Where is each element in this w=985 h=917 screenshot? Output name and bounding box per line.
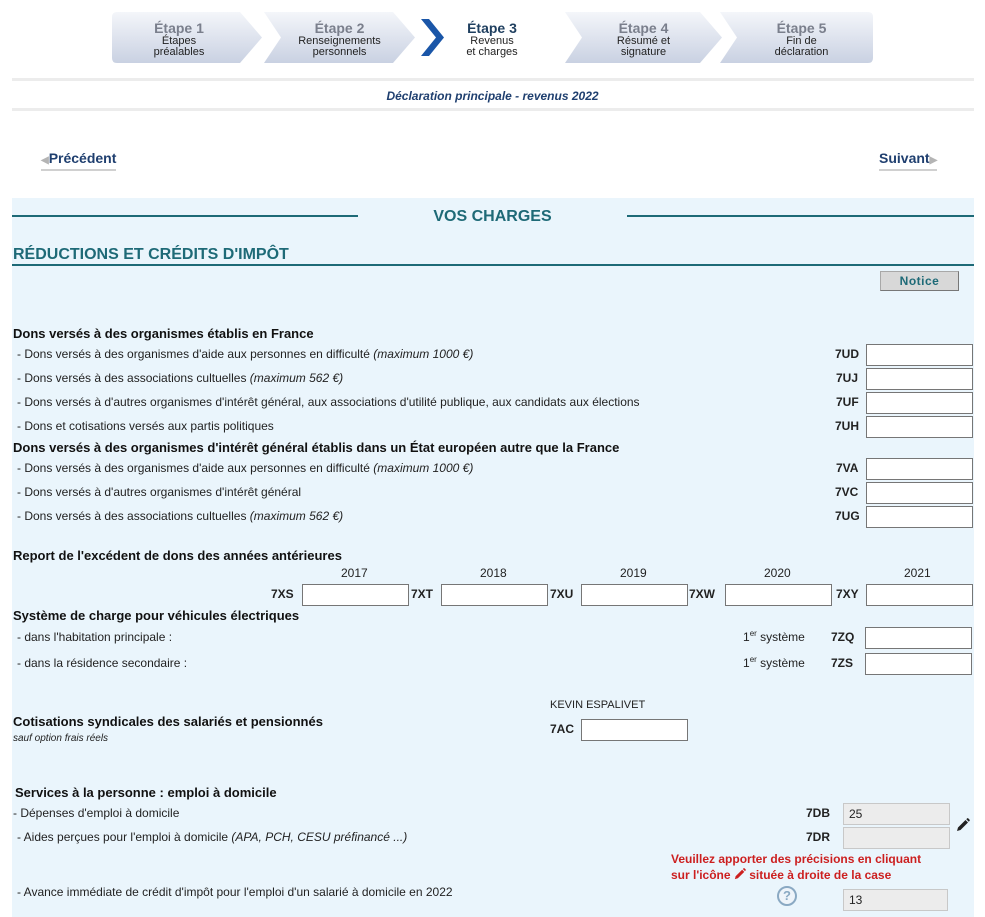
previous-arrow-icon: ◀ bbox=[41, 155, 49, 166]
row-7UJ-note: (maximum 562 €) bbox=[249, 371, 344, 385]
step-5-line2: déclaration bbox=[774, 46, 829, 58]
row-7UF-label bbox=[17, 395, 640, 409]
dons-france-heading: Dons versés à des organismes établis en France bbox=[13, 326, 314, 341]
report-heading: Report de l'excédent de dons des années antérieures bbox=[13, 548, 342, 563]
step-3-line2: et charges bbox=[466, 46, 518, 58]
services-heading: Services à la personne : emploi à domicile bbox=[15, 785, 277, 800]
row-7UD-note: (maximum 1000 €) bbox=[373, 347, 474, 361]
code-7XY: 7XY bbox=[836, 587, 859, 601]
year-2021: 2021 bbox=[904, 566, 931, 580]
code-7XU: 7XU bbox=[550, 587, 574, 601]
step-3-line1: Revenus bbox=[470, 35, 514, 47]
code-7AC: 7AC bbox=[550, 722, 575, 736]
code-7VC: 7VC bbox=[835, 485, 859, 499]
previous-link[interactable] bbox=[41, 150, 116, 171]
step-1-title: Étape 1 bbox=[154, 20, 204, 36]
dons-europe-heading: Dons versés à des organismes d'intérêt général établis dans un État européen autre que la France bbox=[13, 440, 620, 455]
row-7ZS-sys-num: 1 bbox=[743, 656, 750, 670]
input-avance[interactable]: 13 bbox=[843, 889, 948, 911]
step-2-title: Étape 2 bbox=[314, 20, 365, 36]
cotisations-heading: Cotisations syndicales des salariés et pensionnés bbox=[13, 714, 323, 729]
step-4-line1: Résumé et bbox=[616, 35, 671, 47]
input-7XW[interactable] bbox=[725, 584, 832, 606]
input-7XS[interactable] bbox=[302, 584, 409, 606]
divider-top bbox=[12, 78, 974, 81]
row-7VA-note: (maximum 1000 €) bbox=[373, 461, 474, 475]
step-2 bbox=[264, 12, 415, 63]
row-7UD-text: - Dons versés à des organismes d'aide aux personnes en difficulté bbox=[17, 347, 374, 361]
row-7VA-text: - Dons versés à des organismes d'aide aux personnes en difficulté bbox=[17, 461, 374, 475]
input-7AC[interactable] bbox=[581, 719, 688, 741]
divider-subtitle bbox=[12, 108, 974, 111]
year-2019: 2019 bbox=[620, 566, 647, 580]
code-7DR: 7DR bbox=[806, 830, 831, 844]
row-7UJ-label bbox=[17, 371, 343, 385]
step-5-title: Étape 5 bbox=[776, 20, 827, 36]
row-7UJ-text: - Dons versés à des associations cultuelles bbox=[17, 371, 250, 385]
input-7DR[interactable] bbox=[843, 827, 950, 849]
row-7UF-text: - Dons versés à d'autres organismes d'intérêt général, aux associations d'utilité publique, aux candidats aux élections bbox=[17, 395, 640, 409]
step-1 bbox=[112, 12, 262, 63]
code-7ZQ: 7ZQ bbox=[831, 630, 855, 644]
step-2-line1: Renseignements bbox=[298, 35, 381, 47]
warning-line-1: Veuillez apporter des précisions en cliquant bbox=[671, 852, 922, 866]
row-7ZQ-system bbox=[743, 629, 805, 644]
warning-message bbox=[671, 851, 921, 883]
code-7DB: 7DB bbox=[806, 806, 831, 820]
step-1-line2: préalables bbox=[153, 46, 205, 58]
input-7ZS[interactable] bbox=[865, 653, 972, 675]
row-7UG-label bbox=[17, 509, 343, 523]
input-7XU[interactable] bbox=[581, 584, 688, 606]
code-7XW: 7XW bbox=[689, 587, 716, 601]
charge-heading: Système de charge pour véhicules électriques bbox=[13, 608, 300, 623]
progress-steps bbox=[112, 12, 873, 63]
code-7UG: 7UG bbox=[835, 509, 860, 523]
step-4-line2: signature bbox=[620, 46, 667, 58]
input-7VC[interactable] bbox=[866, 482, 973, 504]
input-7ZQ[interactable] bbox=[865, 627, 972, 649]
code-7UH: 7UH bbox=[835, 419, 860, 433]
input-7XY[interactable] bbox=[866, 584, 973, 606]
step-5 bbox=[720, 12, 873, 63]
next-arrow-icon: ▶ bbox=[929, 155, 938, 166]
year-2018: 2018 bbox=[480, 566, 507, 580]
subsection-rule bbox=[12, 264, 974, 266]
year-2020: 2020 bbox=[764, 566, 791, 580]
row-7VC-text: - Dons versés à d'autres organismes d'intérêt général bbox=[17, 485, 302, 499]
row-7ZQ-label: - dans l'habitation principale : bbox=[17, 630, 173, 644]
step-5-line1: Fin de bbox=[786, 35, 817, 47]
row-avance-label bbox=[17, 885, 453, 899]
input-7UJ[interactable] bbox=[866, 368, 973, 390]
row-7DB-text: - Dépenses d'emploi à domicile bbox=[13, 806, 180, 820]
help-icon[interactable]: ? bbox=[777, 886, 797, 906]
warning-line-2b: située à droite de la case bbox=[745, 868, 892, 882]
code-7XS: 7XS bbox=[271, 587, 294, 601]
row-7ZQ-sys-num: 1 bbox=[743, 630, 750, 644]
row-7ZS-system bbox=[743, 655, 805, 670]
next-label: Suivant bbox=[879, 150, 930, 166]
row-7ZS-label: - dans la résidence secondaire : bbox=[17, 656, 188, 670]
input-7XT[interactable] bbox=[441, 584, 548, 606]
row-7ZQ-sys-sup: er bbox=[749, 629, 757, 638]
warning-line-2a: sur l'icône bbox=[671, 868, 734, 882]
input-7UD[interactable] bbox=[866, 344, 973, 366]
input-7DB[interactable]: 25 bbox=[843, 803, 950, 825]
pencil-icon[interactable] bbox=[956, 818, 970, 832]
warning-line-2 bbox=[671, 867, 921, 883]
input-7UG[interactable] bbox=[866, 506, 973, 528]
step-1-line1: Étapes bbox=[161, 35, 197, 47]
subsection-title: RÉDUCTIONS ET CRÉDITS D'IMPÔT bbox=[13, 246, 289, 263]
row-7UD-label bbox=[17, 347, 473, 361]
step-3-title: Étape 3 bbox=[467, 20, 517, 36]
row-7ZS-sys-word: système bbox=[756, 656, 805, 670]
year-2017: 2017 bbox=[341, 566, 368, 580]
step-4 bbox=[565, 12, 722, 63]
code-7UD: 7UD bbox=[835, 347, 860, 361]
section-title: VOS CHARGES bbox=[433, 208, 552, 225]
row-7ZQ-sys-word: système bbox=[756, 630, 805, 644]
code-7VA: 7VA bbox=[836, 461, 859, 475]
notice-button[interactable]: Notice bbox=[880, 271, 959, 291]
row-7VA-label bbox=[17, 461, 473, 475]
page-subtitle: Déclaration principale - revenus 2022 bbox=[386, 89, 599, 103]
row-avance-text: - Avance immédiate de crédit d'impôt pour l'emploi d'un salarié à domicile en 2022 bbox=[17, 885, 453, 899]
code-7XT: 7XT bbox=[411, 587, 434, 601]
next-link[interactable] bbox=[879, 150, 937, 171]
row-7UH-label bbox=[17, 419, 274, 433]
step-4-title: Étape 4 bbox=[618, 20, 669, 36]
input-7UH[interactable] bbox=[866, 416, 973, 438]
row-7DR-text: - Aides perçues pour l'emploi à domicile bbox=[17, 830, 232, 844]
step-3 bbox=[417, 12, 567, 63]
row-7DR-note: (APA, PCH, CESU préfinancé ...) bbox=[231, 830, 408, 844]
warning-pencil-icon bbox=[734, 868, 746, 880]
row-7VC-label bbox=[17, 485, 301, 499]
code-7ZS: 7ZS bbox=[831, 656, 854, 670]
cotisations-subtext: sauf option frais réels bbox=[13, 733, 109, 744]
row-7UG-note: (maximum 562 €) bbox=[249, 509, 344, 523]
code-7UF: 7UF bbox=[836, 395, 859, 409]
code-7UJ: 7UJ bbox=[836, 371, 859, 385]
person-name: KEVIN ESPALIVET bbox=[550, 699, 646, 711]
previous-label: Précédent bbox=[48, 150, 117, 166]
row-7UG-text: - Dons versés à des associations cultuelles bbox=[17, 509, 250, 523]
step-2-line2: personnels bbox=[312, 46, 367, 58]
row-7UH-text: - Dons et cotisations versés aux partis politiques bbox=[17, 419, 274, 433]
row-7ZS-sys-sup: er bbox=[749, 655, 757, 664]
input-7UF[interactable] bbox=[866, 392, 973, 414]
row-7DR-label bbox=[17, 830, 407, 844]
input-7VA[interactable] bbox=[866, 458, 973, 480]
row-7DB-label bbox=[13, 806, 179, 820]
